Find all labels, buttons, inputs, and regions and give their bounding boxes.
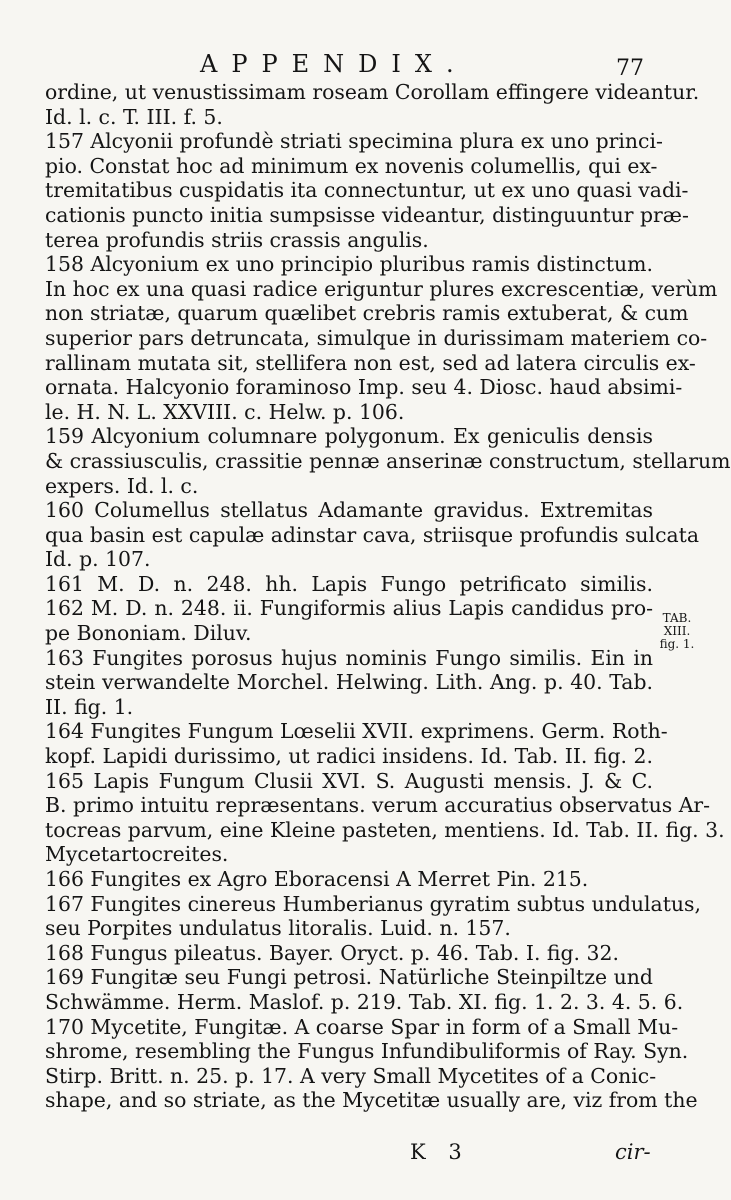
text-line: pio. Constat hoc ad minimum ex novenis columellis, qui ex- [45,153,658,178]
text-line: ornata. Halcyonio foraminoso Imp. seu 4. Diosc. haud absimi- [45,375,683,400]
text-line: 169 Fungitæ seu Fungi petrosi. Natürliche Steinpiltze und [45,965,653,990]
text-line: 159 Alcyonium columnare polygonum. Ex geniculis densis [45,424,653,449]
text-line: tocreas parvum, eine Kleine pasteten, mentiens. Id. Tab. II. fig. 3. [45,817,725,842]
text-line: cationis puncto initia sumpsisse videantur, distinguuntur præ- [45,202,689,227]
text-line: Mycetartocreites. [45,842,229,867]
page-number: 77 [616,56,644,81]
text-line: 163 Fungites porosus hujus nominis Fungo similis. Ein in [45,645,653,670]
text-line: 158 Alcyonium ex uno principio pluribus ramis distinctum. [45,252,653,277]
page-header [0,50,701,80]
text-line: 167 Fungites cinereus Humberianus gyratim subtus undulatus, [45,891,701,916]
text-line: 170 Mycetite, Fungitæ. A coarse Spar in form of a Small Mu- [45,1014,679,1039]
text-line: stein verwandelte Morchel. Helwing. Lith. Ang. p. 40. Tab. [45,670,653,695]
text-line: & crassiusculis, crassitie pennæ anserinæ constructum, stellarum [45,448,731,473]
text-line: 162 M. D. n. 248. ii. Fungiformis alius Lapis candidus pro- [45,596,653,621]
signature-mark: K 3 [410,1140,470,1164]
text-line: 165 Lapis Fungum Clusii XVI. S. Augusti mensis. J. & C. [45,768,653,793]
margin-note-line: fig. 1. [659,637,695,651]
text-line: Schwämme. Herm. Maslof. p. 219. Tab. XI. fig. 1. 2. 3. 4. 5. 6. [45,989,684,1014]
catchword: cir- [615,1140,651,1164]
text-line: II. fig. 1. [45,694,134,719]
text-line: 157 Alcyonii profundè striati specimina plura ex uno princi- [45,129,663,154]
text-line: 164 Fungites Fungum Lœselii XVII. exprimens. Germ. Roth- [45,719,668,744]
text-line: tremitatibus cuspidatis ita connectuntur, ut ex uno quasi vadi- [45,178,689,203]
text-line: superior pars detruncata, simulque in durissimam materiem co- [45,325,708,350]
running-head: APPENDIX. [200,50,468,78]
text-line: shrome, resembling the Fungus Infundibuliformis of Ray. Syn. [45,1039,689,1064]
text-line: kopf. Lapidi durissimo, ut radici insidens. Id. Tab. II. fig. 2. [45,744,653,769]
text-line: seu Porpites undulatus litoralis. Luid. n. 157. [45,916,511,941]
text-line: In hoc ex una quasi radice eriguntur plures excrescentiæ, verùm [45,276,718,301]
text-line: 166 Fungites ex Agro Eboracensi A Merret Pin. 215. [45,867,589,891]
text-line: 161 M. D. n. 248. hh. Lapis Fungo petrificato similis. [45,571,653,596]
text-line: Id. l. c. T. III. f. 5. [45,104,223,129]
text-line: 160 Columellus stellatus Adamante gravidus. Extremitas [45,498,653,523]
margin-note [656,612,698,651]
text-line: pe Bononiam. Diluv. [45,621,252,646]
text-line: rallinam mutata sit, stellifera non est, sed ad latera circulis ex- [45,350,696,375]
text-line: le. H. N. L. XXVIII. c. Helw. p. 106. [45,399,405,424]
text-line: qua basin est capulæ adinstar cava, striisque profundis sulcata [45,522,699,547]
text-line: non striatæ, quarum quælibet crebris ramis extuberat, & cum [45,301,689,326]
margin-note-line: TAB. [662,611,692,625]
text-line: terea profundis striis crassis angulis. [45,227,429,252]
text-line: Id. p. 107. [45,547,151,572]
text-line: Stirp. Britt. n. 25. p. 17. A very Small Mycetites of a Conic- [45,1063,657,1088]
text-line: 168 Fungus pileatus. Bayer. Oryct. p. 46. Tab. I. fig. 32. [45,940,619,965]
text-line: ordine, ut venustissimam roseam Corollam effingere videantur. [45,80,700,104]
text-line: shape, and so striate, as the Mycetitæ usually are, viz from the [45,1088,698,1113]
margin-note-line: XIII. [663,624,691,638]
text-line: expers. Id. l. c. [45,473,199,498]
text-line: B. primo intuitu repræsentans. verum accuratius observatus Ar- [45,793,711,818]
